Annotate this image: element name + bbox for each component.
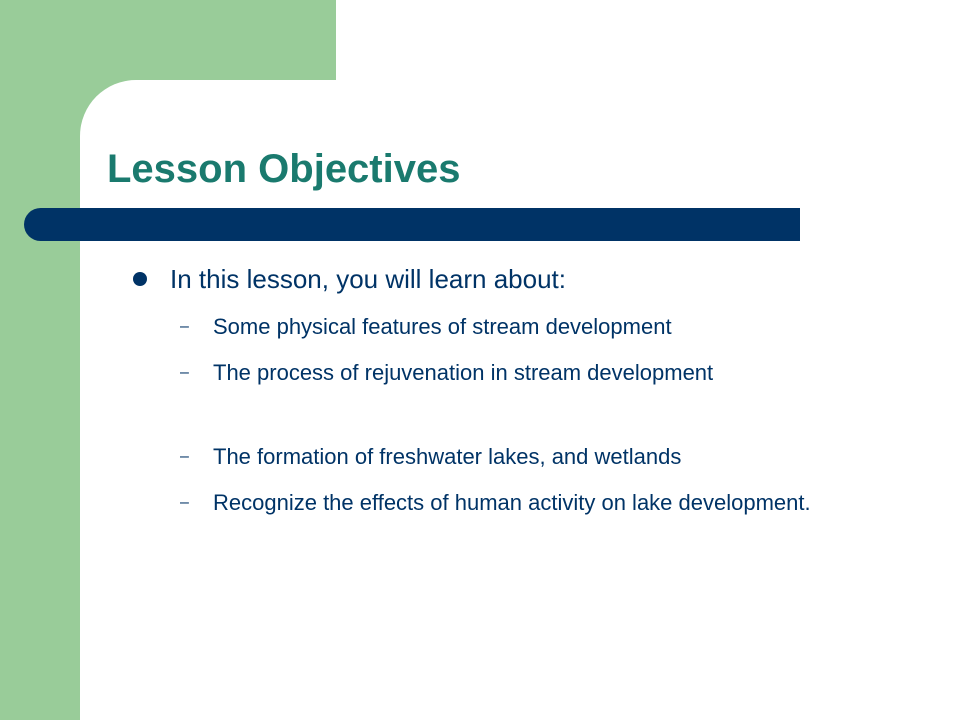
bullet-item [133, 259, 566, 299]
bullet-dot-icon [133, 272, 147, 286]
sub-item [180, 357, 893, 389]
sub-item [180, 441, 893, 473]
dash-icon: – [180, 494, 189, 511]
bullet-text: In this lesson, you will learn about: [170, 264, 566, 294]
dash-icon: – [180, 318, 189, 335]
dash-icon: – [180, 448, 189, 465]
sub-item-text: The process of rejuvenation in stream development [213, 360, 714, 385]
title-underline-bar [24, 208, 800, 241]
dash-icon: – [180, 364, 189, 381]
sub-item [180, 311, 893, 343]
slide-title: Lesson Objectives [107, 147, 461, 191]
sub-item-text: The formation of freshwater lakes, and wetlands [213, 444, 682, 469]
sub-item-text: Some physical features of stream development [213, 314, 672, 339]
sub-item [180, 487, 893, 519]
sub-item-text: Recognize the effects of human activity on lake development. [213, 490, 811, 515]
